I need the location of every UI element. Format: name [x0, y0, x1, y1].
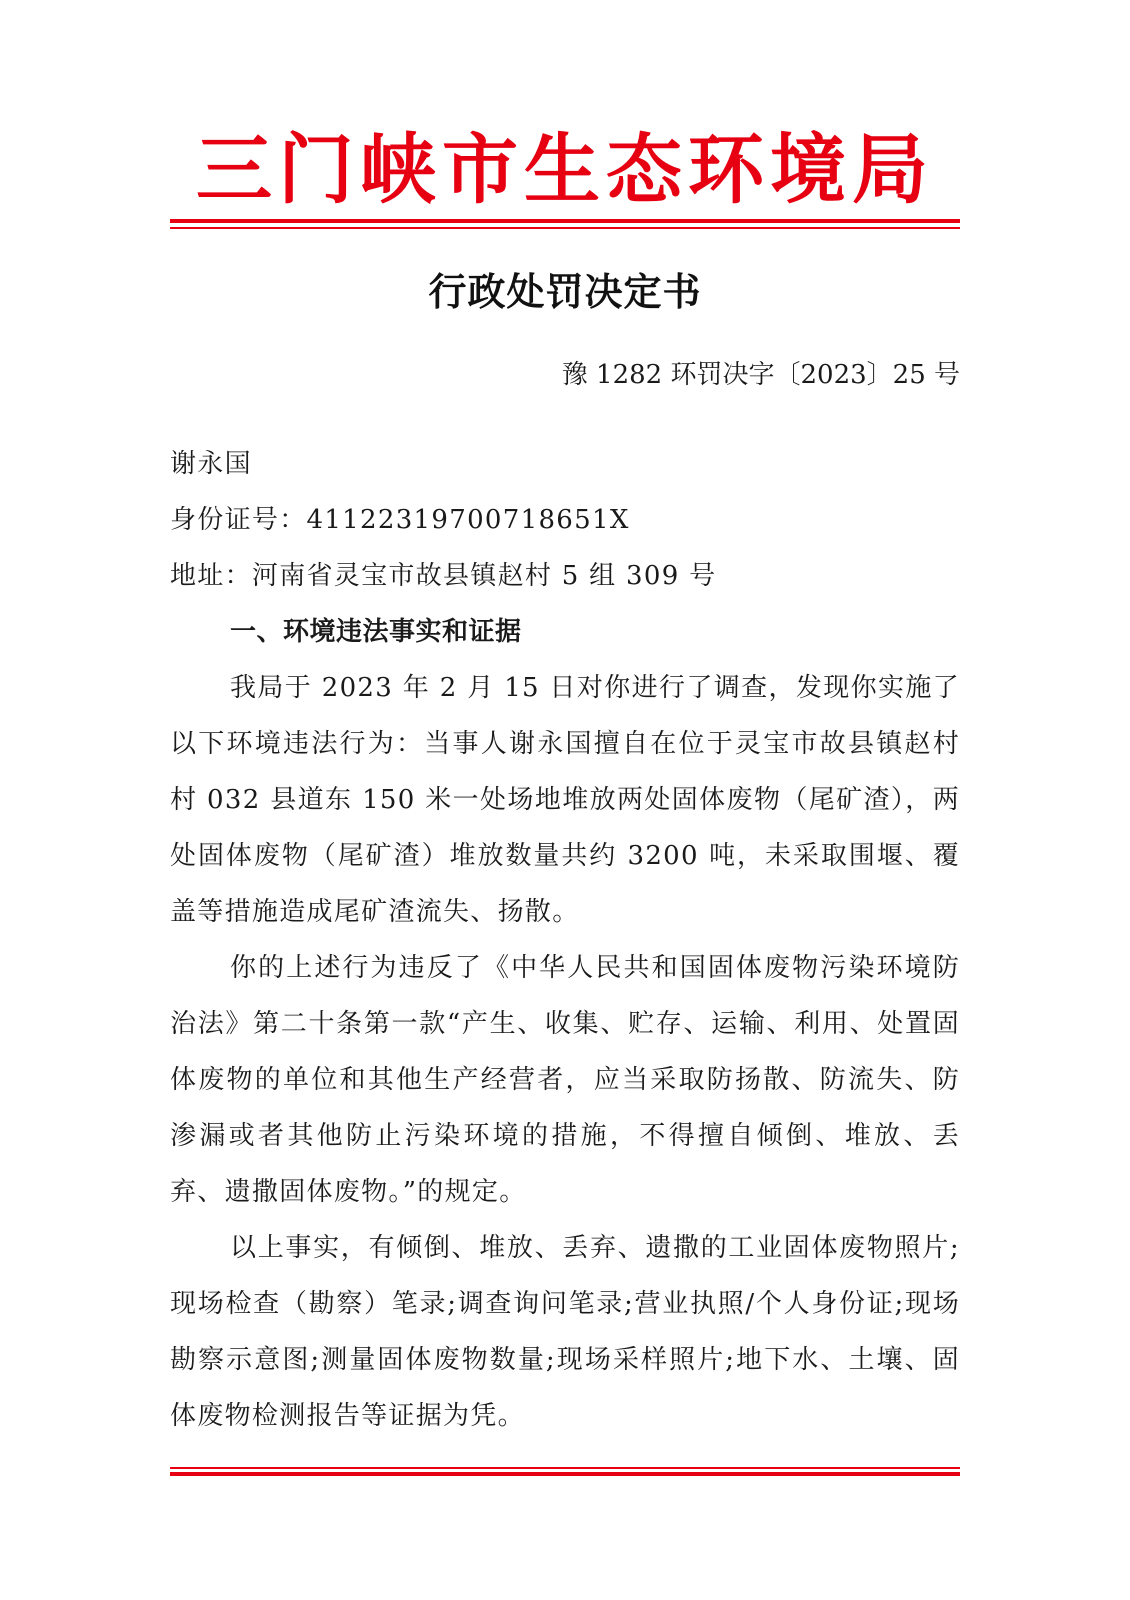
agency-header: 三门峡市生态环境局	[196, 125, 934, 214]
header-rule-thin	[170, 227, 960, 229]
document-number: 豫 1282 环罚决字〔2023〕25 号	[561, 360, 960, 390]
footer-rule-thick	[170, 1472, 960, 1476]
paragraph-facts: 我局于 2023 年 2 月 15 日对你进行了调查，发现你实施了以下环境违法行为：当事人谢永国擅自在位于灵宝市故县镇赵村村 032 县道东 150 米一处场地堆放两处固体废物（尾矿渣），两处固体废物（尾矿渣）堆放数量共约 3200 吨，未采取围堰、覆盖等措施造成尾矿渣流失、扬散。	[170, 673, 960, 927]
header-rule-thick	[170, 219, 960, 223]
party-address: 地址：河南省灵宝市故县镇赵村 5 组 309 号	[170, 561, 717, 591]
document-body	[170, 436, 960, 1444]
paragraph-evidence: 以上事实，有倾倒、堆放、丢弃、遗撒的工业固体废物照片;现场检查（勘察）笔录;调查询问笔录;营业执照/个人身份证;现场勘察示意图;测量固体废物数量;现场采样照片;地下水、土壤、固体废物检测报告等证据为凭。	[170, 1233, 960, 1431]
footer-rule-thin	[170, 1467, 960, 1469]
party-id: 身份证号：41122319700718651X	[170, 505, 630, 535]
paragraph-violation: 你的上述行为违反了《中华人民共和国固体废物污染环境防治法》第二十条第一款“产生、收集、贮存、运输、利用、处置固体废物的单位和其他生产经营者，应当采取防扬散、防流失、防渗漏或者其他防止污染环境的措施，不得擅自倾倒、堆放、丢弃、遗撒固体废物。”的规定。	[170, 953, 960, 1207]
document-title: 行政处罚决定书	[428, 269, 702, 314]
party-name: 谢永国	[170, 449, 252, 479]
section-heading: 一、环境违法事实和证据	[230, 617, 522, 647]
